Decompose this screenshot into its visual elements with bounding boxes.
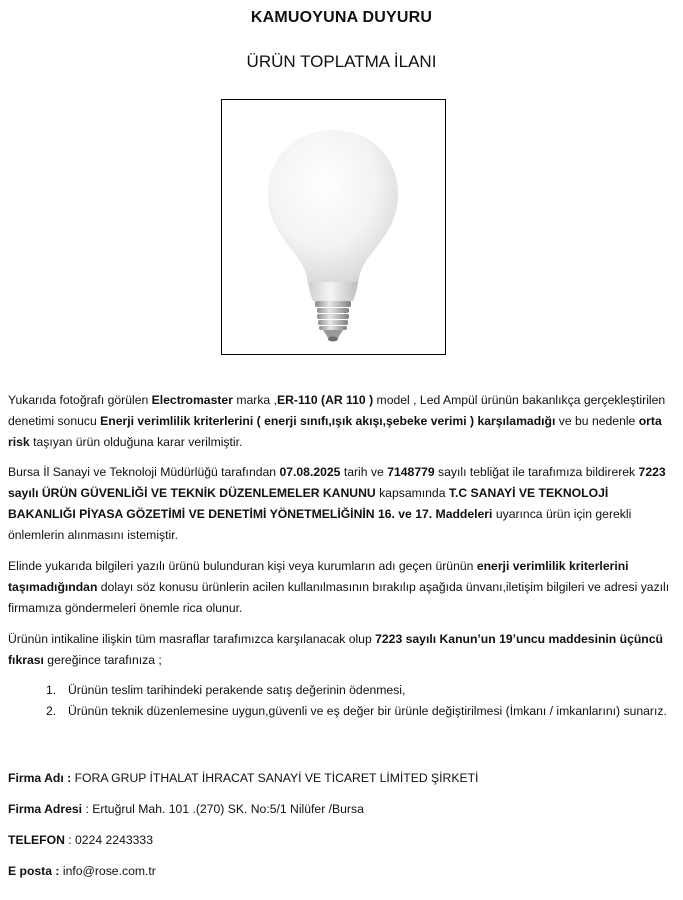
firm-name-value: FORA GRUP İTHALAT İHRACAT SANAYİ VE TİCARET LİMİTED ŞİRKETİ bbox=[71, 771, 479, 785]
paragraph-notification bbox=[8, 462, 676, 546]
text-span: sayılı tebliğat ile tarafımıza bildirerek bbox=[434, 465, 639, 479]
offer-list bbox=[46, 680, 676, 722]
text-span: Yukarıda fotoğrafı görülen bbox=[8, 393, 152, 407]
text-span: tarih ve bbox=[340, 465, 388, 479]
email-line bbox=[8, 862, 156, 880]
model-name: ER-110 (AR 110 ) bbox=[276, 393, 374, 407]
list-number: 2. bbox=[46, 704, 57, 718]
firm-name-line bbox=[8, 769, 478, 787]
page-subtitle: ÜRÜN TOPLATMA İLANI bbox=[246, 52, 437, 71]
phone-line bbox=[8, 831, 153, 849]
text-span: kapsamında bbox=[375, 486, 449, 500]
text-span: taşıyan ürün olduğuna karar verilmiştir. bbox=[29, 435, 243, 449]
text-span: Bursa İl Sanayi ve Teknoloji Müdürlüğü tarafından bbox=[8, 465, 280, 479]
text-span: marka , bbox=[232, 393, 277, 407]
paragraph-product-info bbox=[8, 390, 676, 453]
paragraph-costs bbox=[8, 629, 676, 671]
phone-label: TELEFON bbox=[8, 833, 65, 847]
product-photo bbox=[221, 99, 446, 355]
regulation-name: T.C SANAYİ VE TEKNOLOJİ BAKANLIĞI PİYASA GÖZETİMİ VE DENETİMİ YÖNETMELİĞİNİN 16. ve 17. Maddeleri bbox=[8, 486, 609, 521]
criteria-text: enerji verimlilik kriterlerini taşımadığından bbox=[8, 559, 629, 594]
page-title: KAMUOYUNA DUYURU bbox=[250, 9, 433, 26]
list-text: Ürünün teknik düzenlemesine uygun,güvenli ve eş değer bir ürünle değiştirilmesi (İmkanı / imkanlarını) sunarız. bbox=[68, 704, 667, 718]
law-name: 7223 sayılı ÜRÜN GÜVENLİĞİ VE TEKNİK DÜZENLEMELER KANUNU bbox=[8, 465, 666, 500]
firm-name-label: Firma Adı : bbox=[8, 771, 72, 785]
criteria-text: Enerji verimlilik kriterlerini ( enerji sınıfı,ışık akışı,şebeke verimi ) karşılamadığı bbox=[100, 414, 556, 428]
email-value[interactable]: info@rose.com.tr bbox=[59, 864, 156, 878]
text-span: Ürünün intikaline ilişkin tüm masraflar tarafımızca karşılanacak olup bbox=[8, 632, 376, 646]
list-item bbox=[46, 701, 676, 722]
text-span: uyarınca ürün için gerekli önlemlerin alınmasını istemiştir. bbox=[8, 507, 632, 542]
text-span: model , Led Ampül ürünün bakanlıkça gerçekleştirilen denetimi sonucu bbox=[8, 393, 666, 428]
list-text: Ürünün teslim tarihindeki perakende satış değerinin ödenmesi, bbox=[68, 683, 406, 697]
text-span: gereğince tarafınıza ; bbox=[43, 653, 162, 667]
risk-level: orta risk bbox=[8, 414, 662, 449]
text-span: ve bu nedenle bbox=[555, 414, 639, 428]
firm-address-value: : Ertuğrul Mah. 101 .(270) SK. No:5/1 Nilüfer /Bursa bbox=[82, 802, 364, 816]
led-bulb-icon bbox=[222, 100, 445, 354]
email-label: E posta : bbox=[8, 864, 60, 878]
firm-address-label: Firma Adresi bbox=[8, 802, 83, 816]
law-article: 7223 sayılı Kanun’un 19’uncu maddesinin üçüncü fıkrası bbox=[8, 632, 663, 667]
notice-number: 7148779 bbox=[387, 465, 435, 479]
paragraph-request bbox=[8, 556, 676, 619]
list-number: 1. bbox=[46, 683, 57, 697]
text-span: dolayı söz konusu ürünlerin acilen kullanılmasının bırakılıp aşağıda ünvanı,iletişim bilgileri ve adresi yazılı firmamıza göndermeleri önemle rica olunur. bbox=[8, 580, 670, 615]
firm-address-line bbox=[8, 800, 364, 818]
brand-name: Electromaster bbox=[151, 393, 233, 407]
phone-value: : 0224 2243333 bbox=[64, 833, 153, 847]
list-item bbox=[46, 680, 676, 701]
notice-date: 07.08.2025 bbox=[279, 465, 341, 479]
text-span: Elinde yukarıda bilgileri yazılı ürünü bulunduran kişi veya kurumların adı geçen ürünün bbox=[8, 559, 477, 573]
